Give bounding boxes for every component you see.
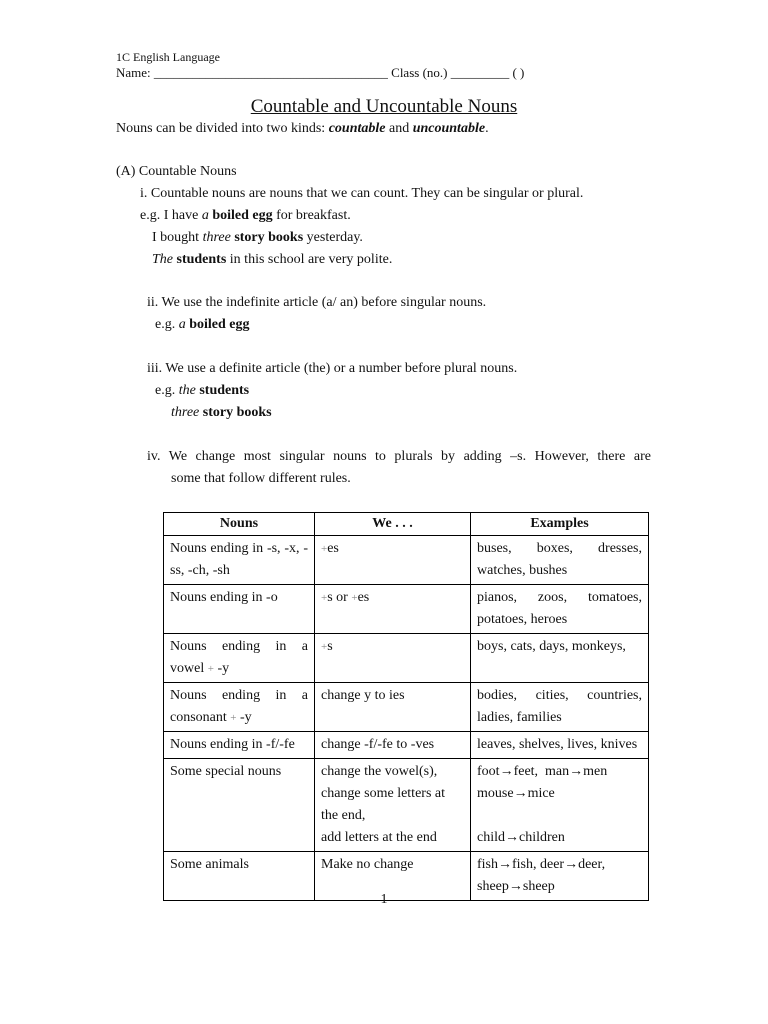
point-iv-line-1: iv. We change most singular nouns to plurals by adding –s. However, there are [147,449,651,464]
example-pre: e.g. [155,383,179,398]
cell-examples: leaves, shelves, lives, knives [471,732,649,759]
cell-we: Make no change [315,852,471,901]
example-singular: man [545,764,570,779]
we-line: add letters at the end [321,830,437,845]
point-iii-example-1 [155,383,249,399]
example-plural: fish, [512,857,540,872]
point-i-example-2 [152,230,363,246]
arrow-right-icon: → [513,786,528,801]
plus-sign: + [321,592,328,604]
cell-we: change -f/-fe to -ves [315,732,471,759]
cell-examples: pianos, zoos, tomatoes, potatoes, heroes [471,585,649,634]
example-plural: men [583,764,608,779]
arrow-right-icon: → [505,830,519,845]
arrow-right-icon: → [498,857,512,872]
point-i-example-3 [152,252,392,268]
example-singular: sheep [477,879,509,894]
table-row [164,759,649,852]
example-noun: students [176,252,227,267]
cell-noun: Nouns ending in -o [164,585,315,634]
point-iv-line-2: some that follow different rules. [171,471,351,486]
intro-sentence [116,121,489,137]
cell-we: +s or +es [315,585,471,634]
example-plural: mice [527,786,555,801]
plus-sign: + [321,641,328,653]
example-singular: foot [477,764,500,779]
example-pre: e.g. [155,317,179,332]
arrow-right-icon: → [508,879,523,894]
cell-we [315,759,471,852]
cell-we: change y to ies [315,683,471,732]
example-line [477,827,642,849]
arrow-right-icon: → [499,764,514,779]
cell-examples: boys, cats, days, monkeys, [471,634,649,683]
cell-examples: bodies, cities, countries, ladies, families [471,683,649,732]
we-line: change the vowel(s), [321,764,438,779]
cell-noun: Nouns ending in a vowel + -y [164,634,315,683]
intro-end: . [485,121,489,136]
example-plural: sheep [522,879,555,894]
example-singular: mouse [477,786,514,801]
cell-noun: Nouns ending in -s, -x, -ss, -ch, -sh [164,536,315,585]
example-article: the [178,383,196,398]
point-ii-example [155,317,250,333]
header-nouns: Nouns [164,513,315,536]
page-number: 1 [380,892,388,907]
plus-sign: + [351,592,358,604]
point-iii-example-2 [171,405,272,421]
example-post: yesterday. [303,230,363,245]
name-class-line: Name: ____________________________________ Class (no.) _________ ( ) [116,65,525,80]
section-a-heading: (A) Countable Nouns [116,164,237,179]
table-row [164,536,649,585]
cell-noun: Some animals [164,852,315,901]
example-line [477,854,642,876]
example-article: a [201,208,209,223]
cell-we: +es [315,536,471,585]
example-article: three [171,405,200,420]
example-noun: story books [234,230,304,245]
table-row [164,732,649,759]
example-noun: story books [202,405,272,420]
intro-text: Nouns can be divided into two kinds: [116,121,329,136]
example-article: three [202,230,231,245]
intro-uncountable: uncountable [412,121,486,136]
we-line: change some letters at the end, [321,786,446,823]
cell-noun: Nouns ending in -f/-fe [164,732,315,759]
table-row [164,634,649,683]
plus-sign: + [321,543,328,555]
example-post: in this school are very polite. [226,252,393,267]
example-noun: boiled egg [212,208,273,223]
point-i-example-1 [140,208,351,224]
example-pre: e.g. I have [140,208,202,223]
example-singular: deer [540,857,565,872]
example-plural: feet, [513,764,542,779]
example-article: The [152,252,173,267]
cell-noun: Some special nouns [164,759,315,852]
cell-examples [471,759,649,852]
course-label: 1C English Language [116,50,220,64]
point-ii-text: ii. We use the indefinite article (a/ an) before singular nouns. [147,295,487,310]
example-pre: I bought [152,230,203,245]
example-line [477,783,642,805]
cell-we: +s [315,634,471,683]
cell-noun: Nouns ending in a consonant + -y [164,683,315,732]
header-examples: Examples [471,513,649,536]
intro-and: and [385,121,413,136]
plus-sign: + [207,663,214,675]
arrow-right-icon: → [564,857,579,872]
example-noun: boiled egg [189,317,250,332]
example-spacer [477,805,642,827]
example-singular: child [477,830,505,845]
intro-countable: countable [328,121,386,136]
example-plural: children [519,830,565,845]
arrow-right-icon: → [569,764,584,779]
page-title: Countable and Uncountable Nouns [250,96,518,117]
example-singular: fish [477,857,498,872]
table-row [164,585,649,634]
cell-examples: buses, boxes, dresses, watches, bushes [471,536,649,585]
example-line [477,761,642,783]
point-i-text: i. Countable nouns are nouns that we can count. They can be singular or plural. [140,186,584,201]
example-noun: students [199,383,250,398]
point-iii-text: iii. We use a definite article (the) or a number before plural nouns. [147,361,518,376]
plural-rules-table [163,512,649,901]
plus-sign: + [230,712,237,724]
example-post: for breakfast. [272,208,351,223]
example-article: a [178,317,186,332]
example-plural: deer, [578,857,606,872]
table-row [164,683,649,732]
table-header-row [164,513,649,536]
header-we: We . . . [315,513,471,536]
